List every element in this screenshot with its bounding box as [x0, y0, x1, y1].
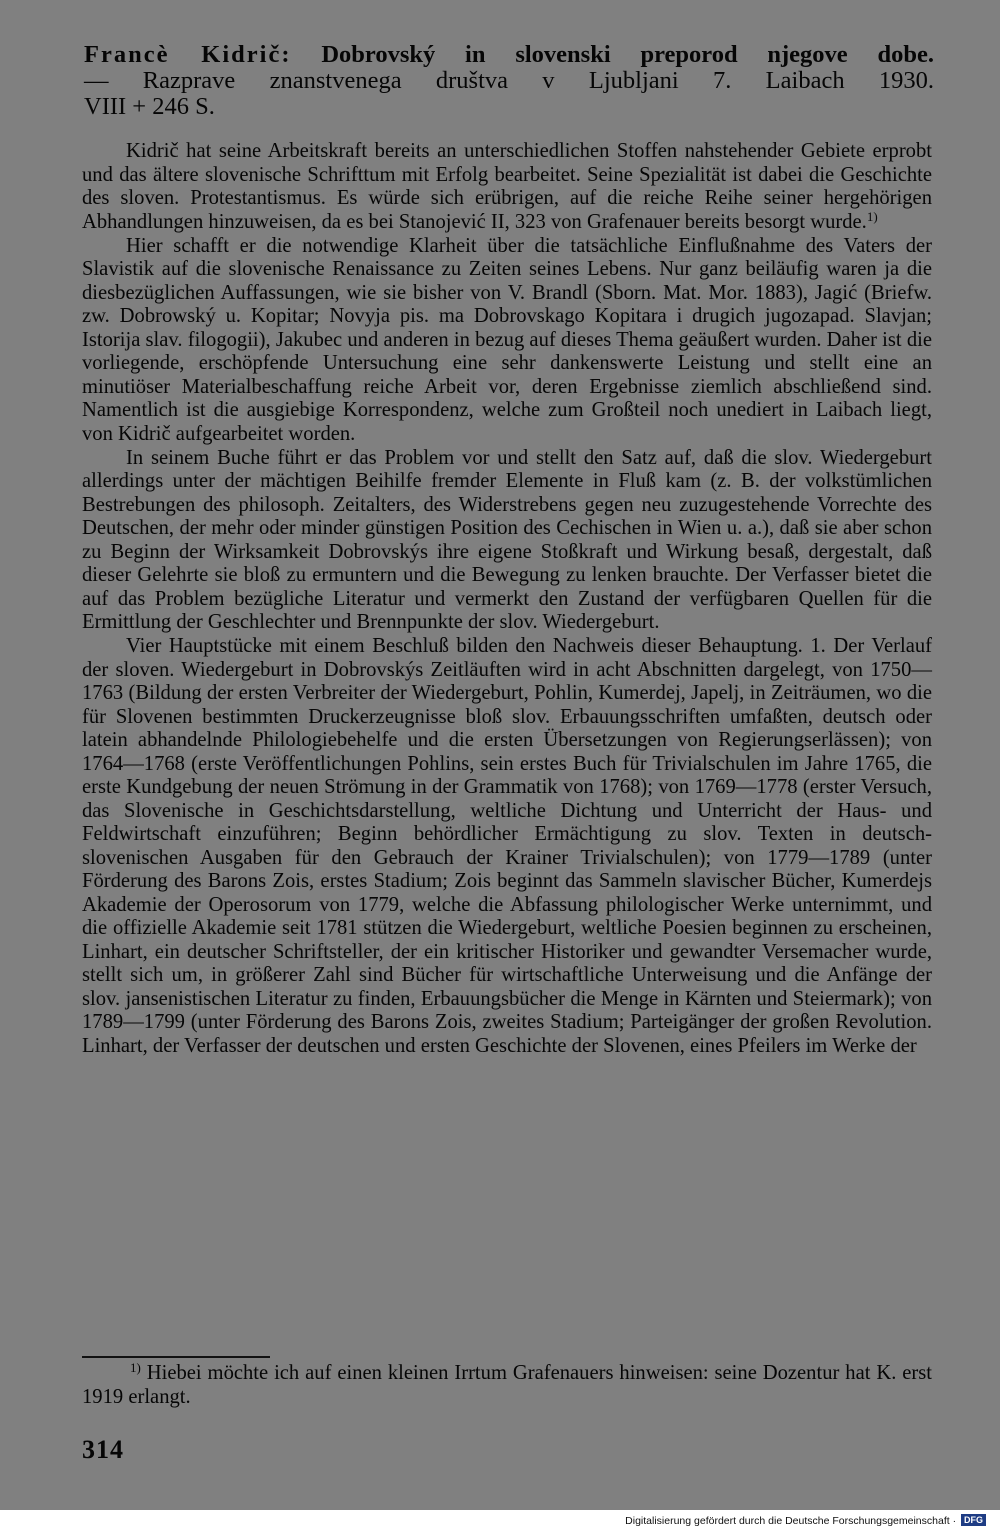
digitization-credit [625, 1514, 986, 1527]
paragraph: Vier Hauptstücke mit einem Beschluß bilden den Nachweis dieser Behauptung. 1. Der Verlauf der sloven. Wiedergeburt in Dobrovskýs Zeitläuften wird in acht Abschnitten dargelegt, von 1750—1763 (Bildung der ersten Verbreiter der Wiedergeburt, Pohlin, Kumerdej, Japelj, in Zeiträumen, wo die für Slovenen bestimmten Druckerzeugnisse bloß slov. Erbauungsschriften umfaßten, deutsch oder latein abhandelnde Philologiebehelfe und die ersten Übersetzungen von Regierungserlässen); von 1764—1768 (erste Veröffentlichungen Pohlins, sein erstes Buch für Trivialschulen im Jahre 1765, die erste Kundgebung der neuen Strömung in der Grammatik von 1768); von 1769—1778 (erster Versuch, das Slovenische in Geschichtsdarstellung, weltliche Dichtung und Unterricht der Haus- und Feldwirtschaft einzuführen; Beginn behördlicher Ermächtigung zu slov. Texten in deutsch-slovenischen Ausgaben für den Gebrauch der Krainer Trivialschulen); von 1779—1789 (unter Förderung des Barons Zois, erstes Stadium; Zois beginnt das Sammeln slavischer Bücher, Kumerdejs Akademie der Operosorum von 1779, welche die Abfassung philologischer Werke unternimmt, und die offizielle Akademie seit 1781 stützen die Wiedergeburt, weltliche Poesien beginnen zu erscheinen, Linhart, ein deutscher Schriftsteller, der ein kritischer Historiker und gewandter Versemacher wurde, stellt sich um, in größerer Zahl sind Bücher für wirtschaftliche Unterweisung und die Anfänge der slov. jansenistischen Literatur zu finden, Erbauungsbücher die Menge in Kärnten und Steiermark); von 1789—1799 (unter Förderung des Barons Zois, zweites Stadium; Parteigänger der großen Revolution. Linhart, der Verfasser der deutschen und ersten Geschichte der Slovenen, eines Pfeilers im Werke der [82, 635, 932, 1057]
book-title: Dobrovský in slovenski preporod njegove dobe. [321, 41, 934, 68]
footnote-reference: 1) [866, 208, 878, 224]
paragraph: Hier schafft er die notwendige Klarheit über die tatsächliche Einflußnahme des Vaters der Slavistik auf die slovenische Renaissance zu Zeiten seines Lebens. Nur ganz beiläufig waren ja die diesbezüglichen Auffassungen, wie sie bisher von V. Brandl (Sborn. Mat. Mor. 1883), Jagić (Briefw. zw. Dobrowský u. Kopitar; Novyja pis. ma Dobrovskago Kopitara i drugich jugozapad. Slavjan; Istorija slav. filogogii), Jakubec und anderen in bezug auf dieses Thema geäußert wurden. Daher ist die vorliegende, erschöpfende Untersuchung eine sehr dankenswerte Leistung und stellt eine an minutiöser Materialbeschaffung reiche Arbeit vor, deren Ergebnisse ziemlich abschließend sind. Namentlich ist die ausgiebige Korrespondenz, welche zum Großteil noch unediert in Laibach liegt, von Kidrič aufgearbeitet worden. [82, 234, 932, 445]
heading-series-line: — Razprave znanstvenega društva v Ljubljani 7. Laibach 1930. [84, 67, 934, 94]
footnote [82, 1362, 932, 1409]
credit-text: Digitalisierung gefördert durch die Deutsche Forschungsgemeinschaft · [625, 1515, 957, 1527]
paragraph [82, 140, 932, 234]
page-number: 314 [82, 1435, 124, 1464]
paragraph-text: Kidrič hat seine Arbeitskraft bereits an unterschiedlichen Stoffen nahstehender Gebiete erprobt und das ältere slovenische Schrifttum mit Erfolg bearbeitet. Seine Spezialität ist dabei die Geschichte des sloven. Protestantismus. Es würde sich erübrigen, auf die reiche Reihe seiner hergehörigen Abhandlungen hinzuweisen, da es bei Stanojević II, 323 von Grafenauer bereits besorgt wurde. [82, 140, 932, 233]
review-body [82, 140, 932, 1059]
paragraph: In seinem Buche führt er das Problem vor und stellt den Satz auf, daß die slov. Wiedergeburt allerdings unter der mächtigen Beihilfe fremder Elemente in Fluß kam (z. B. der volkstümlichen Bestrebungen des philosoph. Zeitalters, des Widerstrebens gegen neu zuzugestehende Vorrechte des Deutschen, der mehr oder minder günstigen Position des Cechischen in Wien u. a.), daß sie aber schon zu Beginn der Wirksamkeit Dobrovskýs ihre eigene Stoßkraft und Wirkung besaß, dergestalt, daß dieser Gelehrte sie bloß zu ermuntern und die Bewegung zu lenken brauchte. Der Verfasser bietet die auf das Problem bezügliche Literatur und vermerkt den Zustand der verfügbaren Quellen für die Ermittlung der Geschlechter und Brennpunkte der slov. Wiedergeburt. [82, 446, 932, 633]
heading-pages-line: VIII + 246 S. [84, 93, 215, 120]
review-heading [84, 42, 934, 120]
footnote-divider [82, 1356, 270, 1358]
footnote-text: Hiebei möchte ich auf einen kleinen Irrtum Grafenauers hinweisen: seine Dozentur hat K. erst 1919 erlangt. [82, 1362, 932, 1408]
author-name: Francè Kidrič: [84, 41, 292, 68]
dfg-logo-icon: DFG [961, 1514, 986, 1526]
heading-line-1 [84, 42, 934, 68]
footnote-marker: 1) [130, 1360, 141, 1375]
